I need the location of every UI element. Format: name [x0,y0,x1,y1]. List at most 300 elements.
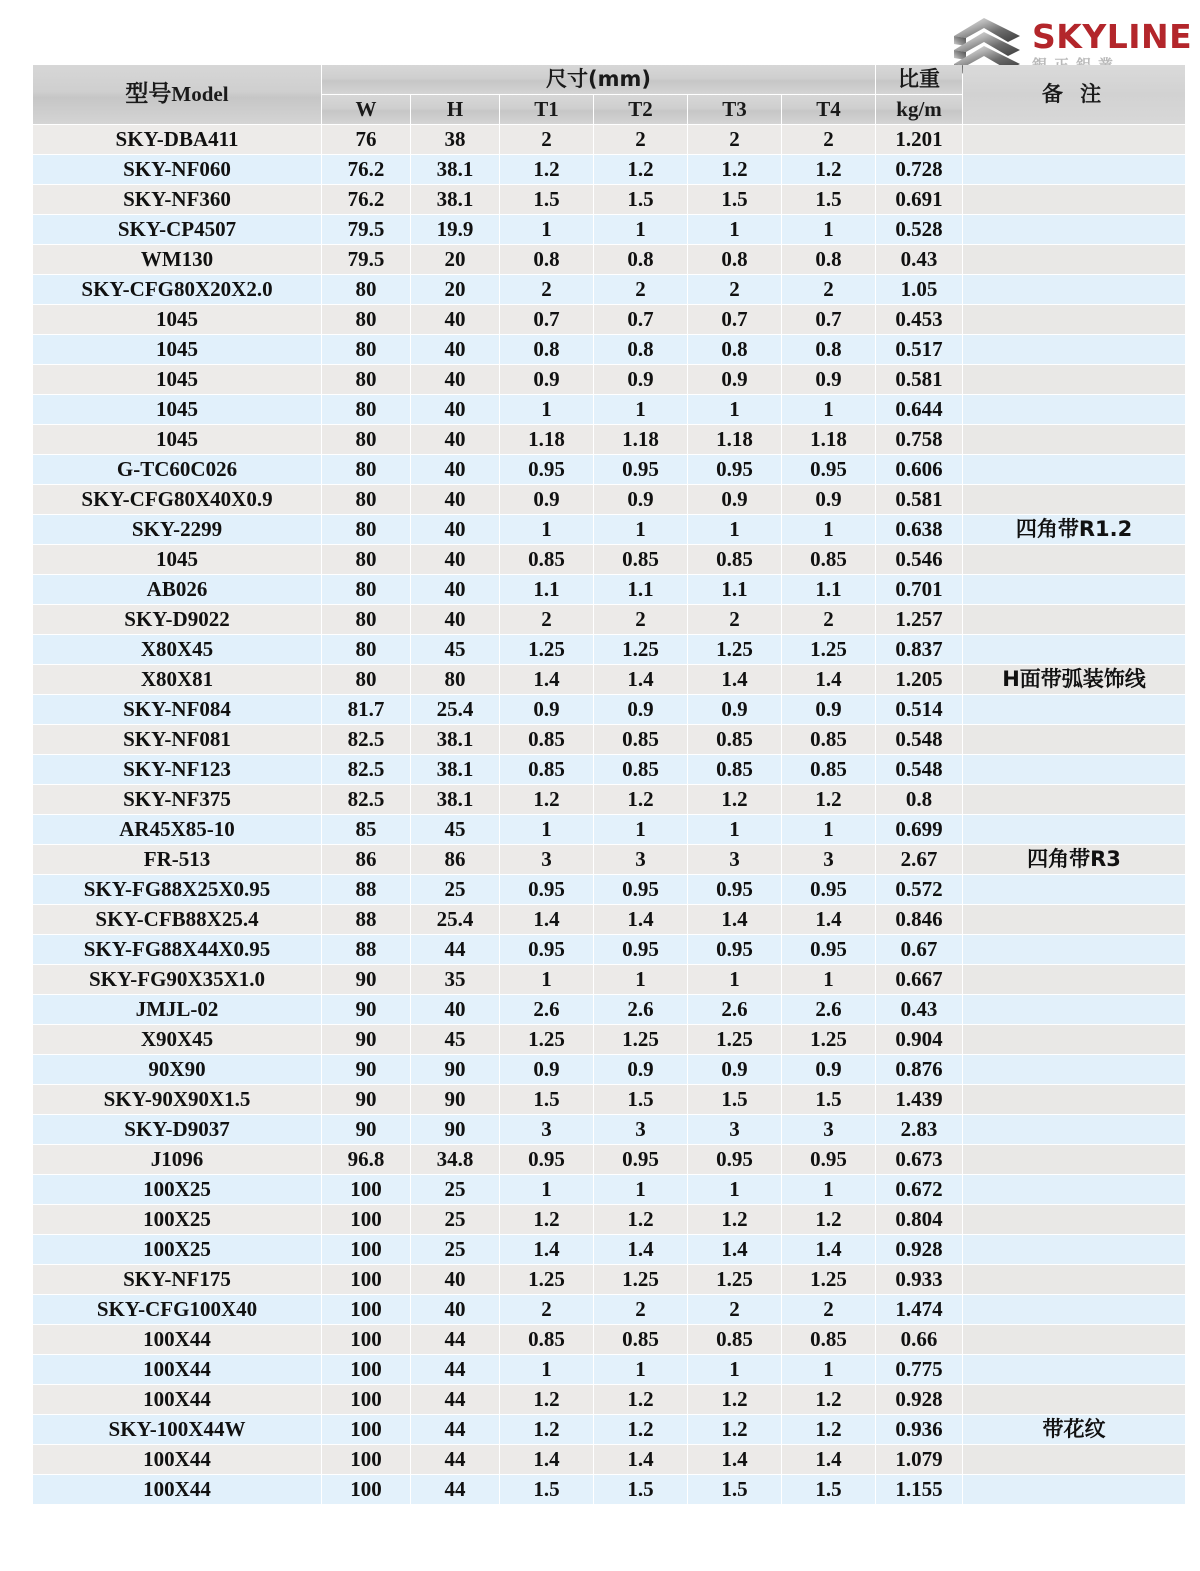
cell-t1: 1 [500,515,593,544]
table-row [33,1475,1185,1504]
cell-weight: 0.572 [876,875,962,904]
cell-t4: 1.5 [782,185,875,214]
cell-t4: 1.4 [782,905,875,934]
cell-t2: 0.95 [594,935,687,964]
cell-remark [963,605,1185,634]
cell-t4: 0.85 [782,1325,875,1354]
cell-remark [963,455,1185,484]
cell-t4: 0.9 [782,695,875,724]
cell-h: 44 [411,935,499,964]
cell-h: 86 [411,845,499,874]
cell-weight: 0.548 [876,755,962,784]
cell-remark [963,215,1185,244]
cell-model: SKY-NF375 [33,785,321,814]
cell-model: 1045 [33,305,321,334]
table-row [33,605,1185,634]
cell-t3: 1 [688,1355,781,1384]
cell-w: 80 [322,605,410,634]
cell-weight: 0.904 [876,1025,962,1054]
header-model-cn: 型号 [125,81,172,107]
cell-h: 38.1 [411,185,499,214]
cell-weight: 0.638 [876,515,962,544]
cell-weight: 0.936 [876,1415,962,1444]
table-row [33,845,1185,874]
table-row [33,1235,1185,1264]
cell-weight: 0.43 [876,245,962,274]
table-row [33,695,1185,724]
cell-model: G-TC60C026 [33,455,321,484]
cell-t2: 1.5 [594,1475,687,1504]
cell-t4: 3 [782,845,875,874]
cell-h: 40 [411,335,499,364]
cell-t1: 2.6 [500,995,593,1024]
cell-h: 90 [411,1055,499,1084]
cell-weight: 0.846 [876,905,962,934]
cell-t4: 1.2 [782,155,875,184]
cell-t4: 2 [782,605,875,634]
cell-remark [963,425,1185,454]
cell-weight: 0.581 [876,365,962,394]
cell-w: 90 [322,1055,410,1084]
cell-t1: 1 [500,215,593,244]
cell-remark [963,1115,1185,1144]
cell-w: 81.7 [322,695,410,724]
cell-t2: 1.1 [594,575,687,604]
cell-remark [963,245,1185,274]
cell-t2: 0.85 [594,725,687,754]
cell-t3: 3 [688,1115,781,1144]
cell-t4: 1.1 [782,575,875,604]
cell-weight: 0.933 [876,1265,962,1294]
table-row [33,815,1185,844]
cell-model: FR-513 [33,845,321,874]
cell-t3: 1.4 [688,1235,781,1264]
cell-t3: 1.4 [688,905,781,934]
cell-t4: 0.95 [782,875,875,904]
cell-w: 100 [322,1355,410,1384]
cell-h: 20 [411,245,499,274]
cell-t1: 3 [500,845,593,874]
cell-t3: 1 [688,215,781,244]
aluminium-profile-spec-table [32,64,1186,1505]
cell-remark [963,335,1185,364]
cell-model: SKY-NF060 [33,155,321,184]
cell-t1: 1.5 [500,1475,593,1504]
cell-remark [963,1325,1185,1354]
cell-model: AR45X85-10 [33,815,321,844]
cell-h: 44 [411,1385,499,1414]
cell-t3: 1.25 [688,1265,781,1294]
cell-t4: 1 [782,215,875,244]
cell-w: 100 [322,1175,410,1204]
cell-h: 44 [411,1355,499,1384]
cell-remark [963,1385,1185,1414]
cell-remark [963,695,1185,724]
cell-h: 40 [411,995,499,1024]
cell-h: 45 [411,815,499,844]
cell-t1: 1.18 [500,425,593,454]
cell-t1: 2 [500,125,593,154]
cell-w: 80 [322,365,410,394]
cell-t4: 1 [782,1355,875,1384]
table-row [33,665,1185,694]
cell-t4: 1.25 [782,1265,875,1294]
cell-w: 80 [322,515,410,544]
cell-w: 90 [322,1115,410,1144]
table-row [33,1175,1185,1204]
cell-t4: 0.9 [782,485,875,514]
cell-model: SKY-100X44W [33,1415,321,1444]
cell-h: 40 [411,1295,499,1324]
cell-h: 38.1 [411,725,499,754]
cell-t1: 1 [500,815,593,844]
cell-w: 88 [322,935,410,964]
cell-model: SKY-NF081 [33,725,321,754]
cell-weight: 1.205 [876,665,962,694]
cell-weight: 0.728 [876,155,962,184]
cell-t4: 1.4 [782,1445,875,1474]
cell-model: J1096 [33,1145,321,1174]
cell-model: 1045 [33,425,321,454]
cell-h: 40 [411,395,499,424]
table-row [33,1325,1185,1354]
cell-remark [963,1295,1185,1324]
cell-t2: 2.6 [594,995,687,1024]
cell-t2: 0.9 [594,365,687,394]
cell-h: 40 [411,545,499,574]
cell-t3: 0.95 [688,935,781,964]
cell-weight: 0.644 [876,395,962,424]
cell-t4: 1.4 [782,1235,875,1264]
cell-model: SKY-FG88X25X0.95 [33,875,321,904]
cell-w: 80 [322,335,410,364]
table-row [33,485,1185,514]
cell-t3: 2.6 [688,995,781,1024]
cell-t3: 0.8 [688,245,781,274]
cell-t1: 1.4 [500,1445,593,1474]
cell-t1: 1.2 [500,785,593,814]
cell-weight: 1.474 [876,1295,962,1324]
cell-weight: 0.517 [876,335,962,364]
cell-t1: 0.85 [500,1325,593,1354]
cell-t3: 1 [688,1175,781,1204]
cell-h: 44 [411,1325,499,1354]
cell-t3: 1.1 [688,575,781,604]
cell-t2: 0.9 [594,485,687,514]
cell-remark [963,965,1185,994]
cell-t2: 0.8 [594,335,687,364]
table-row [33,1205,1185,1234]
cell-h: 34.8 [411,1145,499,1174]
cell-h: 45 [411,1025,499,1054]
cell-w: 80 [322,485,410,514]
cell-t2: 0.7 [594,305,687,334]
cell-model: 100X44 [33,1325,321,1354]
cell-weight: 0.67 [876,935,962,964]
cell-t3: 0.85 [688,725,781,754]
cell-t2: 1 [594,965,687,994]
cell-remark [963,485,1185,514]
cell-model: 1045 [33,335,321,364]
cell-h: 25 [411,1175,499,1204]
table-row [33,155,1185,184]
cell-weight: 0.691 [876,185,962,214]
cell-h: 40 [411,515,499,544]
cell-w: 90 [322,965,410,994]
cell-model: SKY-CFB88X25.4 [33,905,321,934]
cell-t3: 2 [688,275,781,304]
cell-t2: 2 [594,125,687,154]
cell-t4: 1.2 [782,1205,875,1234]
cell-model: X80X81 [33,665,321,694]
cell-t3: 3 [688,845,781,874]
cell-t4: 0.9 [782,365,875,394]
cell-t3: 0.8 [688,335,781,364]
cell-remark [963,755,1185,784]
table-row [33,1295,1185,1324]
table-row [33,425,1185,454]
cell-t2: 1 [594,1355,687,1384]
cell-remark [963,1445,1185,1474]
cell-w: 80 [322,275,410,304]
cell-w: 96.8 [322,1145,410,1174]
cell-t3: 1.2 [688,1205,781,1234]
cell-t3: 0.7 [688,305,781,334]
cell-remark [963,1475,1185,1504]
cell-w: 79.5 [322,215,410,244]
cell-t2: 1 [594,215,687,244]
cell-remark [963,1175,1185,1204]
cell-w: 88 [322,875,410,904]
table-row [33,1055,1185,1084]
cell-w: 80 [322,665,410,694]
cell-t3: 0.9 [688,1055,781,1084]
cell-t3: 2 [688,605,781,634]
cell-t4: 0.85 [782,725,875,754]
cell-w: 90 [322,1085,410,1114]
cell-t1: 0.95 [500,875,593,904]
cell-t2: 2 [594,605,687,634]
cell-model: X90X45 [33,1025,321,1054]
cell-t2: 0.85 [594,755,687,784]
cell-t2: 1.25 [594,1265,687,1294]
cell-t4: 2 [782,1295,875,1324]
table-header [33,65,1185,124]
cell-t3: 0.85 [688,1325,781,1354]
cell-h: 40 [411,455,499,484]
cell-t4: 0.85 [782,545,875,574]
cell-t1: 0.95 [500,455,593,484]
cell-model: SKY-NF360 [33,185,321,214]
cell-t3: 1.4 [688,665,781,694]
cell-h: 40 [411,425,499,454]
cell-t4: 2 [782,275,875,304]
cell-weight: 0.667 [876,965,962,994]
table-body [33,125,1185,1504]
cell-t2: 1.4 [594,1445,687,1474]
cell-w: 82.5 [322,725,410,754]
table-row [33,395,1185,424]
cell-remark [963,995,1185,1024]
cell-remark [963,275,1185,304]
cell-t1: 0.85 [500,725,593,754]
cell-t1: 1.4 [500,665,593,694]
cell-w: 100 [322,1475,410,1504]
cell-t3: 1.2 [688,785,781,814]
cell-t1: 0.9 [500,1055,593,1084]
cell-t3: 0.95 [688,1145,781,1174]
cell-h: 38.1 [411,785,499,814]
table-row [33,335,1185,364]
cell-weight: 0.672 [876,1175,962,1204]
cell-remark: H面带弧装饰线 [963,665,1185,694]
cell-w: 100 [322,1295,410,1324]
cell-weight: 0.701 [876,575,962,604]
cell-remark [963,185,1185,214]
table-row [33,965,1185,994]
cell-weight: 0.453 [876,305,962,334]
cell-h: 44 [411,1475,499,1504]
cell-t1: 1.2 [500,1205,593,1234]
cell-t2: 1.25 [594,635,687,664]
cell-t4: 0.7 [782,305,875,334]
cell-h: 35 [411,965,499,994]
table-row [33,725,1185,754]
cell-model: 100X44 [33,1385,321,1414]
header-h: H [411,95,499,124]
cell-w: 90 [322,1025,410,1054]
brand-name: SKYLINE [1032,17,1193,56]
cell-t3: 1.25 [688,1025,781,1054]
cell-t1: 2 [500,605,593,634]
cell-w: 76.2 [322,185,410,214]
cell-model: SKY-D9022 [33,605,321,634]
cell-t3: 2 [688,1295,781,1324]
cell-t4: 2 [782,125,875,154]
cell-h: 25.4 [411,905,499,934]
cell-t3: 1.4 [688,1445,781,1474]
cell-t2: 0.95 [594,455,687,484]
cell-t3: 0.95 [688,455,781,484]
cell-w: 80 [322,455,410,484]
table-row [33,305,1185,334]
cell-weight: 0.8 [876,785,962,814]
cell-t3: 0.9 [688,365,781,394]
cell-t4: 1 [782,515,875,544]
cell-h: 38 [411,125,499,154]
table-row [33,455,1185,484]
cell-w: 82.5 [322,785,410,814]
cell-model: SKY-CFG80X40X0.9 [33,485,321,514]
cell-weight: 1.05 [876,275,962,304]
cell-w: 80 [322,575,410,604]
cell-t1: 0.9 [500,365,593,394]
cell-remark [963,305,1185,334]
table-row [33,785,1185,814]
cell-t2: 0.95 [594,875,687,904]
cell-t1: 1.4 [500,905,593,934]
table-row [33,875,1185,904]
cell-t4: 3 [782,1115,875,1144]
cell-weight: 0.837 [876,635,962,664]
cell-t3: 1.2 [688,1415,781,1444]
cell-t4: 1.5 [782,1475,875,1504]
cell-w: 82.5 [322,755,410,784]
cell-t2: 1 [594,395,687,424]
cell-t4: 1.5 [782,1085,875,1114]
cell-h: 40 [411,605,499,634]
cell-remark [963,1235,1185,1264]
cell-h: 25 [411,1235,499,1264]
cell-t1: 1.1 [500,575,593,604]
cell-remark [963,815,1185,844]
cell-w: 79.5 [322,245,410,274]
cell-remark [963,155,1185,184]
cell-model: 100X44 [33,1355,321,1384]
cell-t1: 1.2 [500,1385,593,1414]
table-row [33,1085,1185,1114]
cell-t3: 1.5 [688,1085,781,1114]
cell-t4: 1.18 [782,425,875,454]
cell-weight: 1.079 [876,1445,962,1474]
cell-t1: 0.8 [500,245,593,274]
table-row [33,275,1185,304]
cell-t1: 1 [500,965,593,994]
table-row [33,365,1185,394]
cell-weight: 0.758 [876,425,962,454]
cell-t1: 0.9 [500,485,593,514]
cell-t4: 1.25 [782,1025,875,1054]
cell-w: 100 [322,1415,410,1444]
cell-w: 76.2 [322,155,410,184]
cell-t2: 0.8 [594,245,687,274]
cell-w: 100 [322,1445,410,1474]
cell-t2: 1 [594,815,687,844]
cell-t1: 0.85 [500,755,593,784]
cell-t2: 0.9 [594,695,687,724]
cell-t1: 1.2 [500,155,593,184]
cell-t1: 1.25 [500,1025,593,1054]
cell-t2: 1.18 [594,425,687,454]
cell-w: 85 [322,815,410,844]
cell-h: 19.9 [411,215,499,244]
cell-t1: 1 [500,1175,593,1204]
cell-t1: 1.25 [500,635,593,664]
cell-model: 100X44 [33,1475,321,1504]
cell-remark: 四角带R3 [963,845,1185,874]
cell-t1: 2 [500,1295,593,1324]
cell-model: 1045 [33,545,321,574]
cell-model: SKY-FG88X44X0.95 [33,935,321,964]
cell-weight: 1.257 [876,605,962,634]
cell-t4: 0.95 [782,455,875,484]
cell-weight: 0.804 [876,1205,962,1234]
cell-t2: 2 [594,1295,687,1324]
cell-t1: 3 [500,1115,593,1144]
cell-t4: 0.95 [782,1145,875,1174]
cell-t1: 0.8 [500,335,593,364]
cell-t1: 1 [500,1355,593,1384]
cell-w: 100 [322,1205,410,1234]
cell-t2: 1.4 [594,665,687,694]
cell-weight: 1.201 [876,125,962,154]
cell-t3: 0.9 [688,695,781,724]
cell-h: 40 [411,575,499,604]
table-row [33,1415,1185,1444]
header-t4: T4 [782,95,875,124]
cell-t3: 1.5 [688,185,781,214]
cell-model: SKY-D9037 [33,1115,321,1144]
